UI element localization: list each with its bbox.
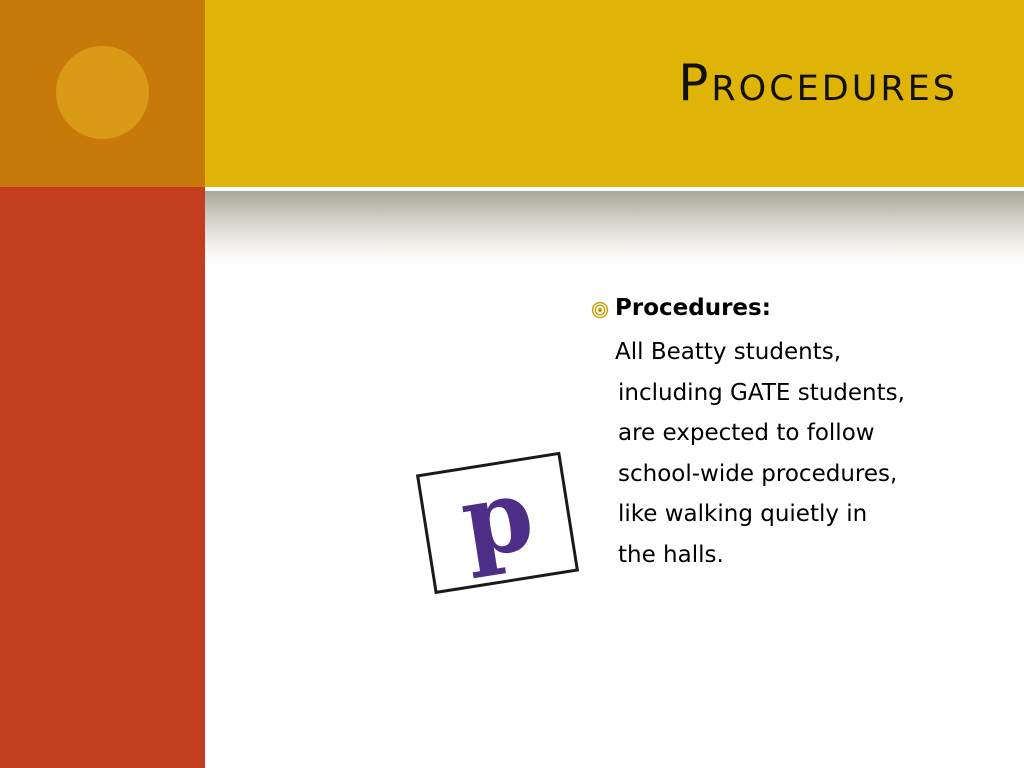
left-strip xyxy=(0,187,205,768)
concentric-circle-bullet-icon xyxy=(591,301,609,319)
picture-letter: p xyxy=(453,454,541,582)
corner-circle-decoration xyxy=(56,46,149,139)
shadow-band xyxy=(205,191,1024,265)
bullet-content xyxy=(591,292,991,576)
bullet-item xyxy=(591,292,991,324)
slide-title: Procedures xyxy=(678,54,958,112)
bullet-heading: Procedures: xyxy=(615,295,771,321)
letter-p-picture xyxy=(414,450,581,596)
bullet-body-text: All Beatty students, including GATE students, are expected to follow school-wide procedures, like walking quietly in the halls. xyxy=(615,339,905,568)
